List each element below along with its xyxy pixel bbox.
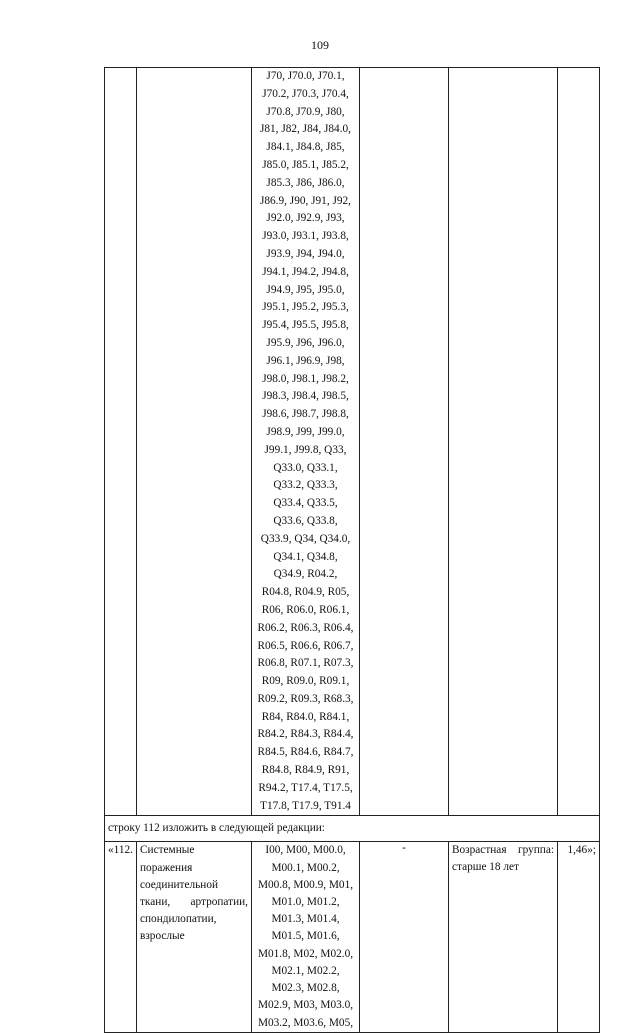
diagnosis-codes-list <box>255 842 356 1031</box>
cell-empty <box>105 68 137 816</box>
diagnosis-code-line: J95.4, J95.5, J95.8, <box>262 319 349 332</box>
diagnosis-codes-list <box>255 68 356 815</box>
diagnosis-code-line: R09.2, R09.3, R68.3, <box>257 692 354 705</box>
diagnosis-code-line: J99.1, J99.8, Q33, <box>264 443 347 456</box>
diagnosis-code-line: J85.3, J86, J86.0, <box>266 176 345 189</box>
diagnosis-code-line: J95.1, J95.2, J95.3, <box>262 301 349 314</box>
diagnosis-code-line: R06.5, R06.6, R06.7, <box>257 639 354 652</box>
diagnosis-codes-cell <box>252 842 360 1032</box>
diagnosis-code-line: J95.9, J96, J96.0, <box>266 336 345 349</box>
diagnosis-code-line: M02.1, M02.2, <box>271 964 340 977</box>
cell-empty <box>449 68 558 816</box>
table-row-continuation <box>105 68 600 816</box>
diagnosis-code-line: J98.0, J98.1, J98.2, <box>262 372 349 385</box>
diagnosis-code-line: J70, J70.0, J70.1, <box>266 70 345 82</box>
diagnosis-code-line: R94.2, T17.4, T17.5, <box>258 781 353 794</box>
diagnosis-codes-cell <box>252 68 360 816</box>
cell-empty <box>360 68 449 816</box>
diagnosis-code-line: R06.8, R07.1, R07.3, <box>257 657 354 670</box>
diagnosis-code-line: R06, R06.0, R06.1, <box>261 603 350 616</box>
diagnosis-code-line: R06.2, R06.3, R06.4, <box>257 621 354 634</box>
diagnosis-code-line: M00.8, M00.9, M01, <box>257 878 354 891</box>
diagnosis-code-line: Q33.9, Q34, Q34.0, <box>260 532 351 545</box>
page-number: 109 <box>311 38 329 52</box>
row-number: «112. <box>105 842 137 1032</box>
diagnosis-code-line: J94.9, J95, J95.0, <box>266 283 345 296</box>
diagnosis-code-line: R84.2, R84.3, R84.4, <box>257 728 354 741</box>
table-row-112 <box>105 842 600 1032</box>
diagnosis-code-line: Q33.6, Q33.8, <box>273 514 338 527</box>
instruction-text: строку 112 изложить в следующей редакции: <box>105 816 600 842</box>
diagnosis-code-line: M00.1, M00.2, <box>271 861 340 874</box>
diagnosis-code-line: Q33.2, Q33.3, <box>273 479 338 492</box>
diagnosis-code-line: M01.3, M01.4, <box>271 913 340 926</box>
diagnosis-code-line: T17.8, T17.9, T91.4 <box>260 799 351 812</box>
diagnosis-code-line: R84.5, R84.6, R84.7, <box>257 746 354 759</box>
diagnosis-code-line: J94.1, J94.2, J94.8, <box>262 265 349 278</box>
diagnosis-code-line: M01.8, M02, M02.0, <box>257 947 354 960</box>
diagnosis-code-line: M01.0, M01.2, <box>271 896 340 909</box>
age-group-cell: Возрастная группа: старше 18 лет <box>449 842 558 1032</box>
diagnosis-code-line: J96.1, J96.9, J98, <box>266 354 345 367</box>
table-row-instruction <box>105 816 600 842</box>
cell-empty <box>137 68 252 816</box>
diagnosis-code-line: J70.2, J70.3, J70.4, <box>262 87 349 100</box>
operation-codes-cell: - <box>360 842 449 1032</box>
row-name: Системные поражения соединительной ткани, артропатии, спондилопатии, взрослые <box>137 842 252 1032</box>
diagnosis-code-line: Q34.1, Q34.8, <box>273 550 338 563</box>
cell-empty <box>558 68 600 816</box>
diagnosis-code-line: J98.6, J98.7, J98.8, <box>262 408 349 421</box>
diagnosis-code-line: M02.9, M03, M03.0, <box>257 999 354 1012</box>
diagnosis-code-line: J84.1, J84.8, J85, <box>266 141 345 154</box>
diagnosis-code-line: J86.9, J90, J91, J92, <box>259 194 351 207</box>
diagnosis-code-line: M01.5, M01.6, <box>271 930 340 943</box>
diagnosis-code-line: J70.8, J70.9, J80, <box>266 105 345 118</box>
diagnosis-code-line: J81, J82, J84, J84.0, <box>259 123 351 136</box>
diagnosis-code-line: R84, R84.0, R84.1, <box>261 710 350 723</box>
diagnosis-code-line: J98.3, J98.4, J98.5, <box>262 390 349 403</box>
diagnosis-code-line: R09, R09.0, R09.1, <box>261 675 350 688</box>
tariff-table <box>104 67 600 1033</box>
coefficient-cell: 1,46»; <box>558 842 600 1032</box>
diagnosis-code-line: J92.0, J92.9, J93, <box>266 212 345 225</box>
diagnosis-code-line: R04.8, R04.9, R05, <box>261 586 350 599</box>
diagnosis-code-line: J93.0, J93.1, J93.8, <box>262 230 349 243</box>
diagnosis-code-line: M02.3, M02.8, <box>271 982 340 995</box>
diagnosis-code-line: Q34.9, R04.2, <box>273 568 338 581</box>
diagnosis-code-line: J85.0, J85.1, J85.2, <box>262 158 349 171</box>
diagnosis-code-line: J93.9, J94, J94.0, <box>266 247 345 260</box>
diagnosis-code-line: Q33.0, Q33.1, <box>273 461 338 474</box>
diagnosis-code-line: M03.2, M03.6, M05, <box>257 1016 354 1029</box>
diagnosis-code-line: Q33.4, Q33.5, <box>273 497 338 510</box>
diagnosis-code-line: I00, M00, M00.0, <box>265 844 346 857</box>
diagnosis-code-line: R84.8, R84.9, R91, <box>261 764 350 777</box>
diagnosis-code-line: J98.9, J99, J99.0, <box>266 425 345 438</box>
